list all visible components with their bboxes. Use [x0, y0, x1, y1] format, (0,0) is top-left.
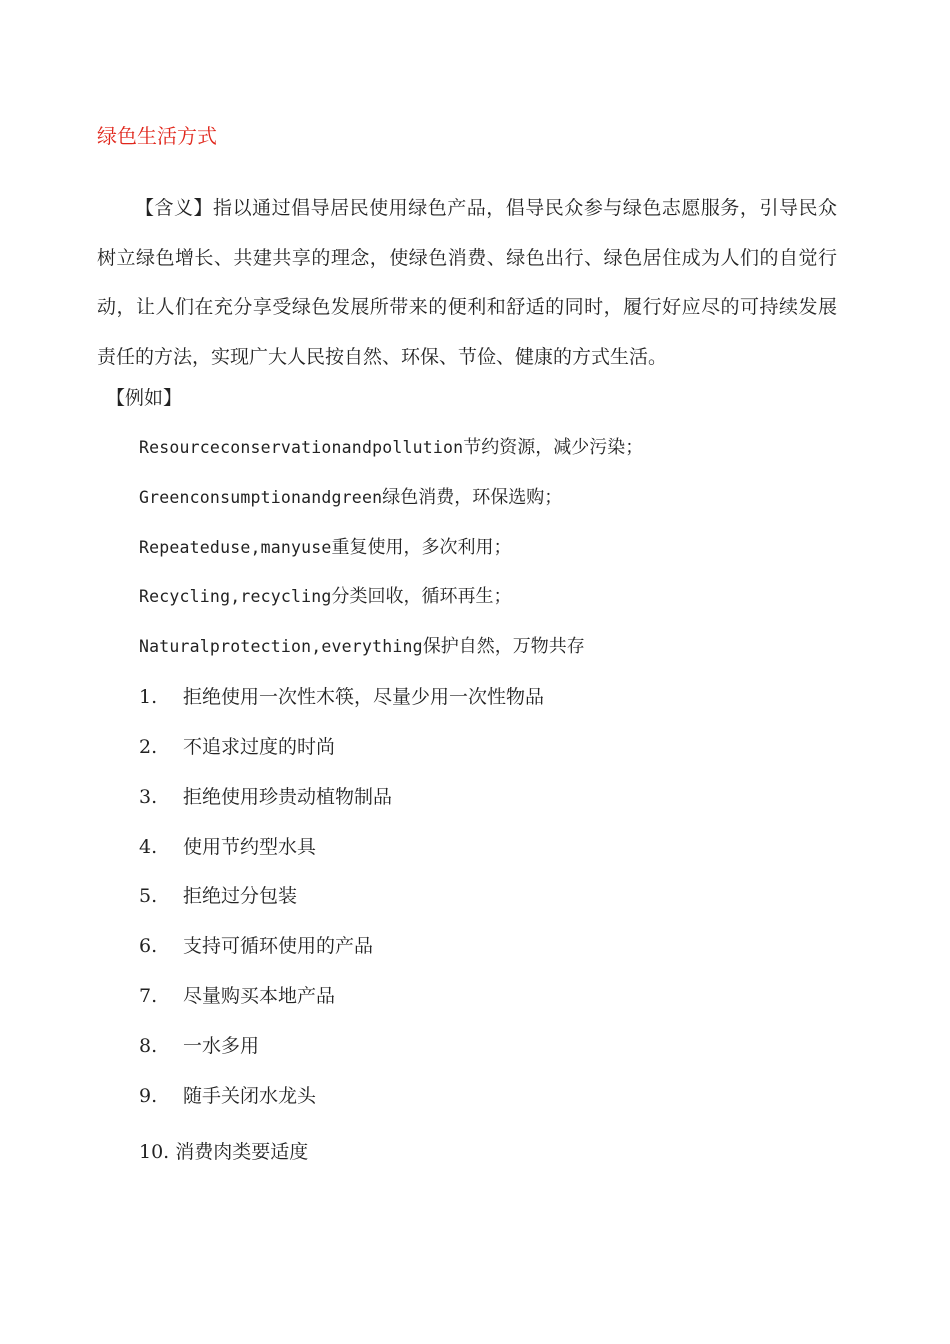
phrase-english: Naturalprotection,everything: [139, 637, 423, 657]
tip-item: [139, 1032, 544, 1082]
tip-item: [139, 882, 544, 932]
tip-number: 6.: [139, 935, 158, 958]
tip-item: [139, 683, 544, 733]
phrase-item: [139, 534, 643, 584]
tip-item-last: 10. 消费肉类要适度: [139, 1141, 309, 1163]
example-heading: 【例如】: [106, 387, 183, 409]
phrase-chinese: 节约资源，减少污染；: [463, 437, 644, 458]
tip-number: 1.: [139, 686, 158, 708]
tip-item: [139, 982, 544, 1032]
tip-item: [139, 783, 544, 833]
phrase-chinese: 重复使用，多次利用；: [331, 536, 512, 558]
tip-item: [139, 1082, 544, 1132]
tip-text: 支持可循环使用的产品: [183, 935, 374, 958]
tip-number: 7.: [139, 985, 158, 1008]
tip-text: 使用节约型水具: [183, 835, 317, 858]
tip-text: 拒绝使用珍贵动植物制品: [183, 785, 393, 808]
tip-text: 不追求过度的时尚: [183, 735, 336, 758]
phrase-chinese: 绿色消费，环保选购；: [382, 486, 563, 508]
tip-number: 9.: [139, 1084, 158, 1107]
phrase-english: Recycling,recycling: [139, 587, 332, 607]
tip-number: 2.: [139, 735, 158, 758]
phrase-item: [139, 633, 643, 683]
phrase-item: [139, 484, 643, 534]
phrase-chinese: 保护自然，万物共存: [422, 636, 585, 658]
tip-item: [139, 932, 544, 982]
tip-number: 4.: [139, 835, 158, 858]
tip-text: 随手关闭水龙头: [183, 1084, 317, 1107]
tip-number: 8.: [139, 1034, 158, 1057]
phrase-english: Greenconsumptionandgreen: [139, 487, 383, 507]
phrase-item: [139, 434, 643, 484]
tip-text: 一水多用: [183, 1034, 260, 1057]
tip-item: [139, 833, 544, 883]
meaning-paragraph: 【含义】指以通过倡导居民使用绿色产品，倡导民众参与绿色志愿服务，引导民众树立绿色增长、共建共享的理念，使绿色消费、绿色出行、绿色居住成为人们的自觉行动，让人们在充分享受绿色发展所带来的便利和舒适的同时，履行好应尽的可持续发展责任的方法，实现广大人民按自然、环保、节俭、健康的方式生活。: [97, 197, 837, 369]
phrase-english: Resourceconservationandpollution: [139, 438, 464, 457]
phrase-item: [139, 583, 643, 633]
phrase-chinese: 分类回收，循环再生；: [331, 586, 512, 608]
tip-number: 5.: [139, 885, 158, 908]
tip-text: 拒绝使用一次性木筷，尽量少用一次性物品: [183, 686, 545, 708]
tip-text: 尽量购买本地产品: [183, 985, 336, 1008]
tip-number: 3.: [139, 785, 158, 808]
phrase-english: Repeateduse,manyuse: [139, 537, 332, 557]
phrase-list: [139, 434, 643, 683]
tip-item: [139, 733, 544, 783]
tips-list: [139, 683, 544, 1132]
page-title: 绿色生活方式: [97, 124, 217, 148]
tip-text: 拒绝过分包装: [183, 885, 298, 908]
